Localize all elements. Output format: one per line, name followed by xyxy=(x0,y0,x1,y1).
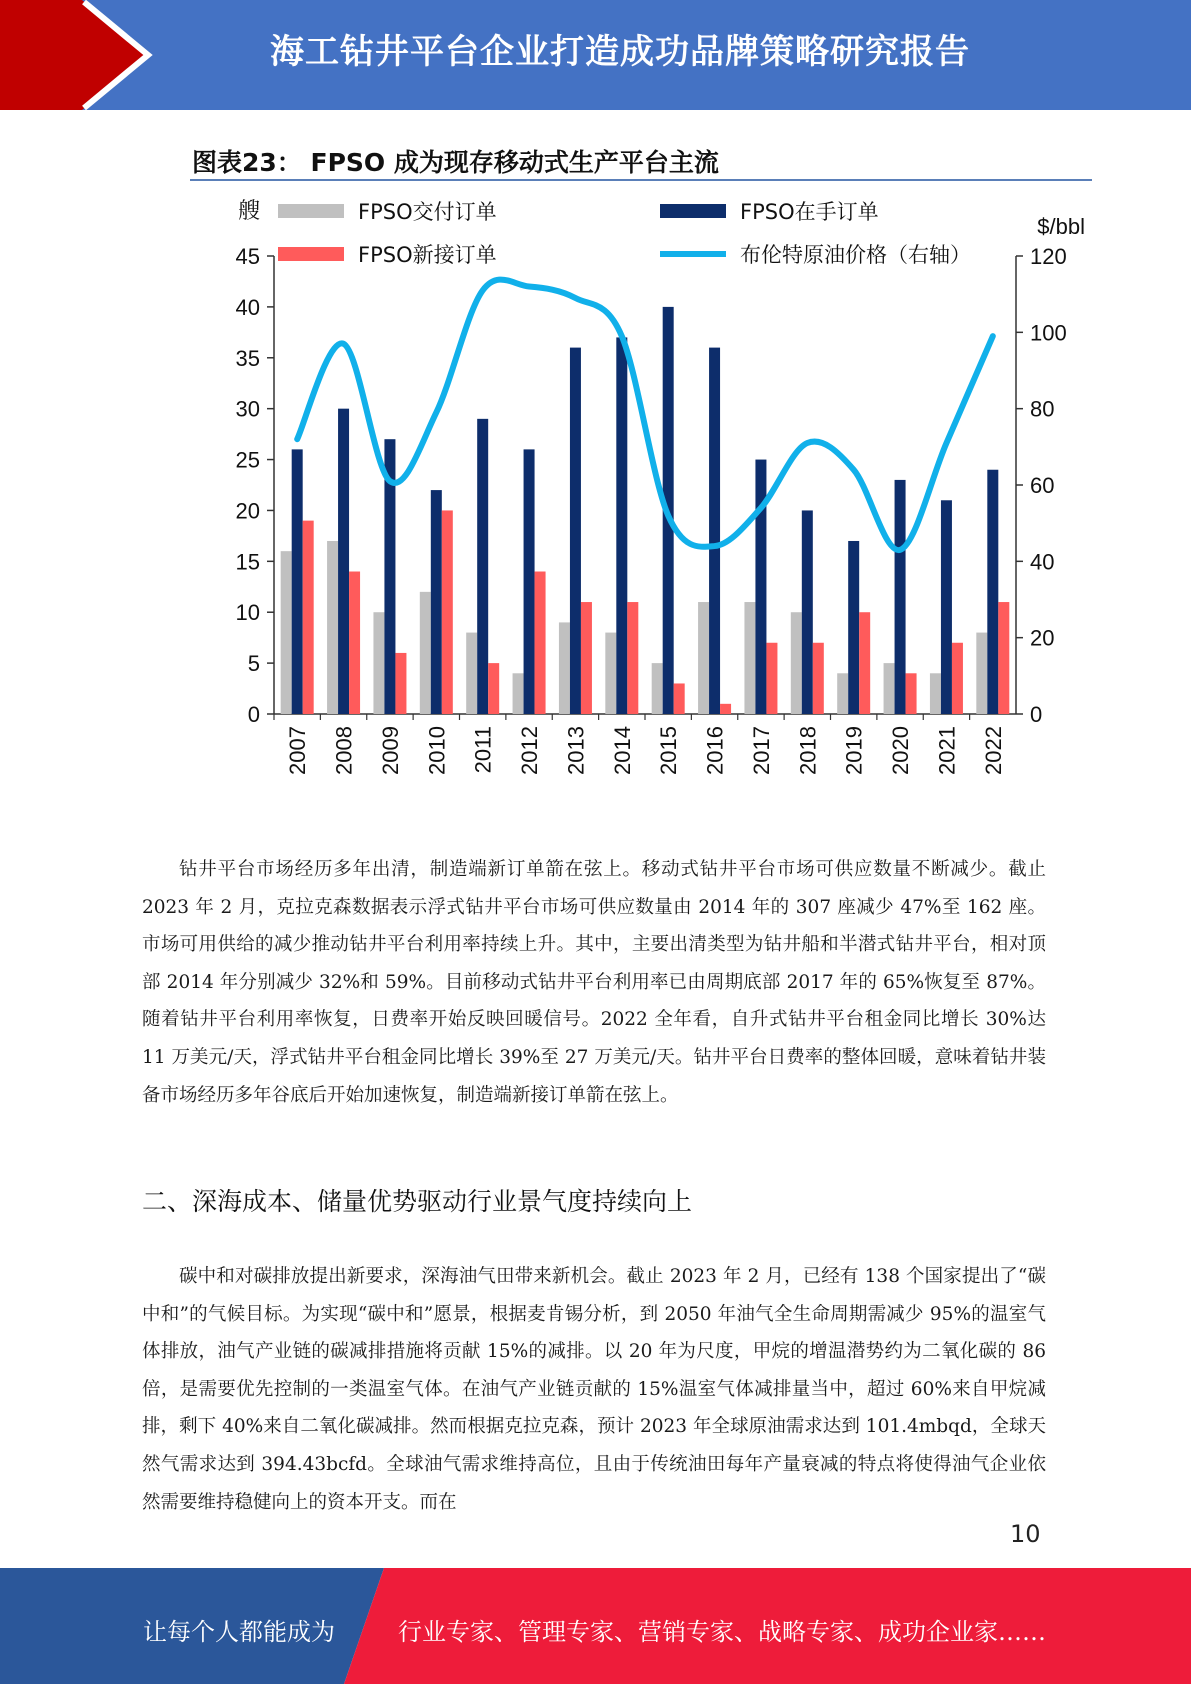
bar-delivered xyxy=(605,633,616,714)
bar-backlog xyxy=(987,470,998,714)
bar-new-orders xyxy=(674,683,685,714)
bar-new-orders xyxy=(581,602,592,714)
footer-slogan-right: 行业专家、管理专家、营销专家、战略专家、成功企业家…… xyxy=(398,1612,1046,1647)
legend-label-delivered: FPSO交付订单 xyxy=(358,200,497,224)
x-tick-label: 2017 xyxy=(749,726,774,775)
bar-backlog xyxy=(524,449,535,714)
bar-new-orders xyxy=(303,521,314,714)
chart-line xyxy=(297,280,993,551)
bar-delivered xyxy=(698,602,709,714)
bar-backlog xyxy=(941,500,952,714)
bar-new-orders xyxy=(766,643,777,714)
x-tick-label: 2010 xyxy=(424,726,449,775)
chart-bars xyxy=(281,307,1010,714)
x-tick-label: 2018 xyxy=(795,726,820,775)
bar-backlog xyxy=(338,409,349,714)
bar-backlog xyxy=(755,460,766,714)
bar-delivered xyxy=(373,612,384,714)
left-tick-label: 10 xyxy=(236,600,260,625)
bar-new-orders xyxy=(627,602,638,714)
brent-price-line xyxy=(297,280,993,551)
section-heading: 二、深海成本、储量优势驱动行业景气度持续向上 xyxy=(142,1182,692,1218)
left-tick-label: 25 xyxy=(236,448,260,473)
bar-new-orders xyxy=(859,612,870,714)
left-tick-label: 30 xyxy=(236,397,260,422)
bar-delivered xyxy=(744,602,755,714)
bar-new-orders xyxy=(395,653,406,714)
left-tick-label: 35 xyxy=(236,346,260,371)
report-title: 海工钻井平台企业打造成功品牌策略研究报告 xyxy=(120,0,1120,110)
left-tick-label: 5 xyxy=(248,651,260,676)
chart-x-labels xyxy=(274,714,1006,775)
bar-delivered xyxy=(466,633,477,714)
bar-backlog xyxy=(802,510,813,714)
bar-delivered xyxy=(652,663,663,714)
right-tick-label: 120 xyxy=(1030,244,1067,269)
right-axis-label: $/bbl xyxy=(1037,214,1085,239)
fpso-chart xyxy=(190,186,1092,796)
legend-swatch-delivered xyxy=(278,204,344,218)
legend-label-brent: 布伦特原油价格（右轴） xyxy=(740,243,971,267)
right-tick-label: 20 xyxy=(1030,626,1054,651)
left-axis-label: 艘 xyxy=(238,199,260,224)
x-tick-label: 2020 xyxy=(888,726,913,775)
body-paragraph-1 xyxy=(142,851,1046,1114)
bar-backlog xyxy=(848,541,859,714)
bar-new-orders xyxy=(349,572,360,714)
left-tick-label: 45 xyxy=(236,244,260,269)
left-tick-label: 15 xyxy=(236,549,260,574)
right-tick-label: 60 xyxy=(1030,473,1054,498)
bar-delivered xyxy=(976,633,987,714)
x-tick-label: 2007 xyxy=(285,726,310,775)
bar-backlog xyxy=(709,348,720,714)
left-tick-label: 0 xyxy=(248,702,260,727)
bar-delivered xyxy=(281,551,292,714)
bar-backlog xyxy=(616,337,627,714)
bar-new-orders xyxy=(488,663,499,714)
bar-new-orders xyxy=(906,673,917,714)
bar-delivered xyxy=(791,612,802,714)
legend-label-new-orders: FPSO新接订单 xyxy=(358,243,497,267)
bar-new-orders xyxy=(535,572,546,714)
body-paragraph-2 xyxy=(142,1258,1046,1521)
x-tick-label: 2012 xyxy=(517,726,542,775)
chart-legend xyxy=(278,200,971,267)
legend-label-backlog: FPSO在手订单 xyxy=(740,200,879,224)
x-tick-label: 2011 xyxy=(471,726,496,773)
bar-new-orders xyxy=(720,704,731,714)
bar-backlog xyxy=(895,480,906,714)
bar-delivered xyxy=(837,673,848,714)
paragraph-1-text: 钻井平台市场经历多年出清，制造端新订单箭在弦上。移动式钻井平台市场可供应数量不断减少。截止 2023 年 2 月，克拉克森数据表示浮式钻井平台市场可供应数量由 2014 年的 307 座减少 47%至 162 座。市场可用供给的减少推动钻井平台利用率持续上升。其中，主要出清类型为钻井船和半潜式钻井平台，相对顶部 2014 年分别减少 32%和 59%。目前移动式钻井平台利用率已由周期底部 2017 年的 65%恢复至 87%。随着钻井平台利用率恢复，日费率开始反映回暖信号。2022 全年看，自升式钻井平台租金同比增长 30%达 11 万美元/天，浮式钻井平台租金同比增长 39%至 27 万美元/天。钻井平台日费率的整体回暖，意味着钻井装备市场经历多年谷底后开始加速恢复，制造端新接订单箭在弦上。 xyxy=(142,851,1046,1114)
bar-new-orders xyxy=(998,602,1009,714)
x-tick-label: 2008 xyxy=(332,726,357,775)
left-tick-label: 20 xyxy=(236,498,260,523)
x-tick-label: 2016 xyxy=(703,726,728,775)
legend-swatch-new-orders xyxy=(278,247,344,261)
left-tick-label: 40 xyxy=(236,295,260,320)
figure-title: 图表23： FPSO 成为现存移动式生产平台主流 xyxy=(192,143,719,179)
figure-title-rule xyxy=(190,179,1092,181)
page-header xyxy=(0,0,1191,110)
x-tick-label: 2021 xyxy=(934,726,959,775)
x-tick-label: 2014 xyxy=(610,726,635,775)
page-number: 10 xyxy=(1010,1520,1041,1548)
right-tick-label: 0 xyxy=(1030,702,1042,727)
bar-backlog xyxy=(431,490,442,714)
right-tick-label: 80 xyxy=(1030,397,1054,422)
legend-swatch-backlog xyxy=(660,204,726,218)
x-tick-label: 2013 xyxy=(563,726,588,775)
bar-delivered xyxy=(420,592,431,714)
bar-backlog xyxy=(570,348,581,714)
bar-delivered xyxy=(327,541,338,714)
paragraph-2-text: 碳中和对碳排放提出新要求，深海油气田带来新机会。截止 2023 年 2 月，已经有 138 个国家提出了“碳中和”的气候目标。为实现“碳中和”愿景，根据麦肯锡分析，到 2050 年油气全生命周期需减少 95%的温室气体排放，油气产业链的碳减排措施将贡献 15%的减排。以 20 年为尺度，甲烷的增温潜势约为二氧化碳的 86 倍，是需要优先控制的一类温室气体。在油气产业链贡献的 15%温室气体减排量当中，超过 60%来自甲烷减排，剩下 40%来自二氧化碳减排。然而根据克拉克森，预计 2023 年全球原油需求达到 101.4mbqd，全球天然气需求达到 394.43bcfd。全球油气需求维持高位，且由于传统油田每年产量衰减的特点将使得油气企业依然需要维持稳健向上的资本开支。而在 xyxy=(142,1258,1046,1521)
bar-delivered xyxy=(559,622,570,714)
x-tick-label: 2019 xyxy=(842,726,867,775)
x-tick-label: 2009 xyxy=(378,726,403,775)
bar-new-orders xyxy=(952,643,963,714)
right-tick-label: 100 xyxy=(1030,320,1067,345)
bar-delivered xyxy=(884,663,895,714)
right-tick-label: 40 xyxy=(1030,549,1054,574)
bar-backlog xyxy=(477,419,488,714)
x-tick-label: 2022 xyxy=(981,726,1006,775)
bar-new-orders xyxy=(442,510,453,714)
bar-backlog xyxy=(292,449,303,714)
bar-new-orders xyxy=(813,643,824,714)
footer-slogan-left: 让每个人都能成为 xyxy=(143,1612,335,1647)
x-tick-label: 2015 xyxy=(656,726,681,775)
bar-delivered xyxy=(930,673,941,714)
bar-delivered xyxy=(513,673,524,714)
